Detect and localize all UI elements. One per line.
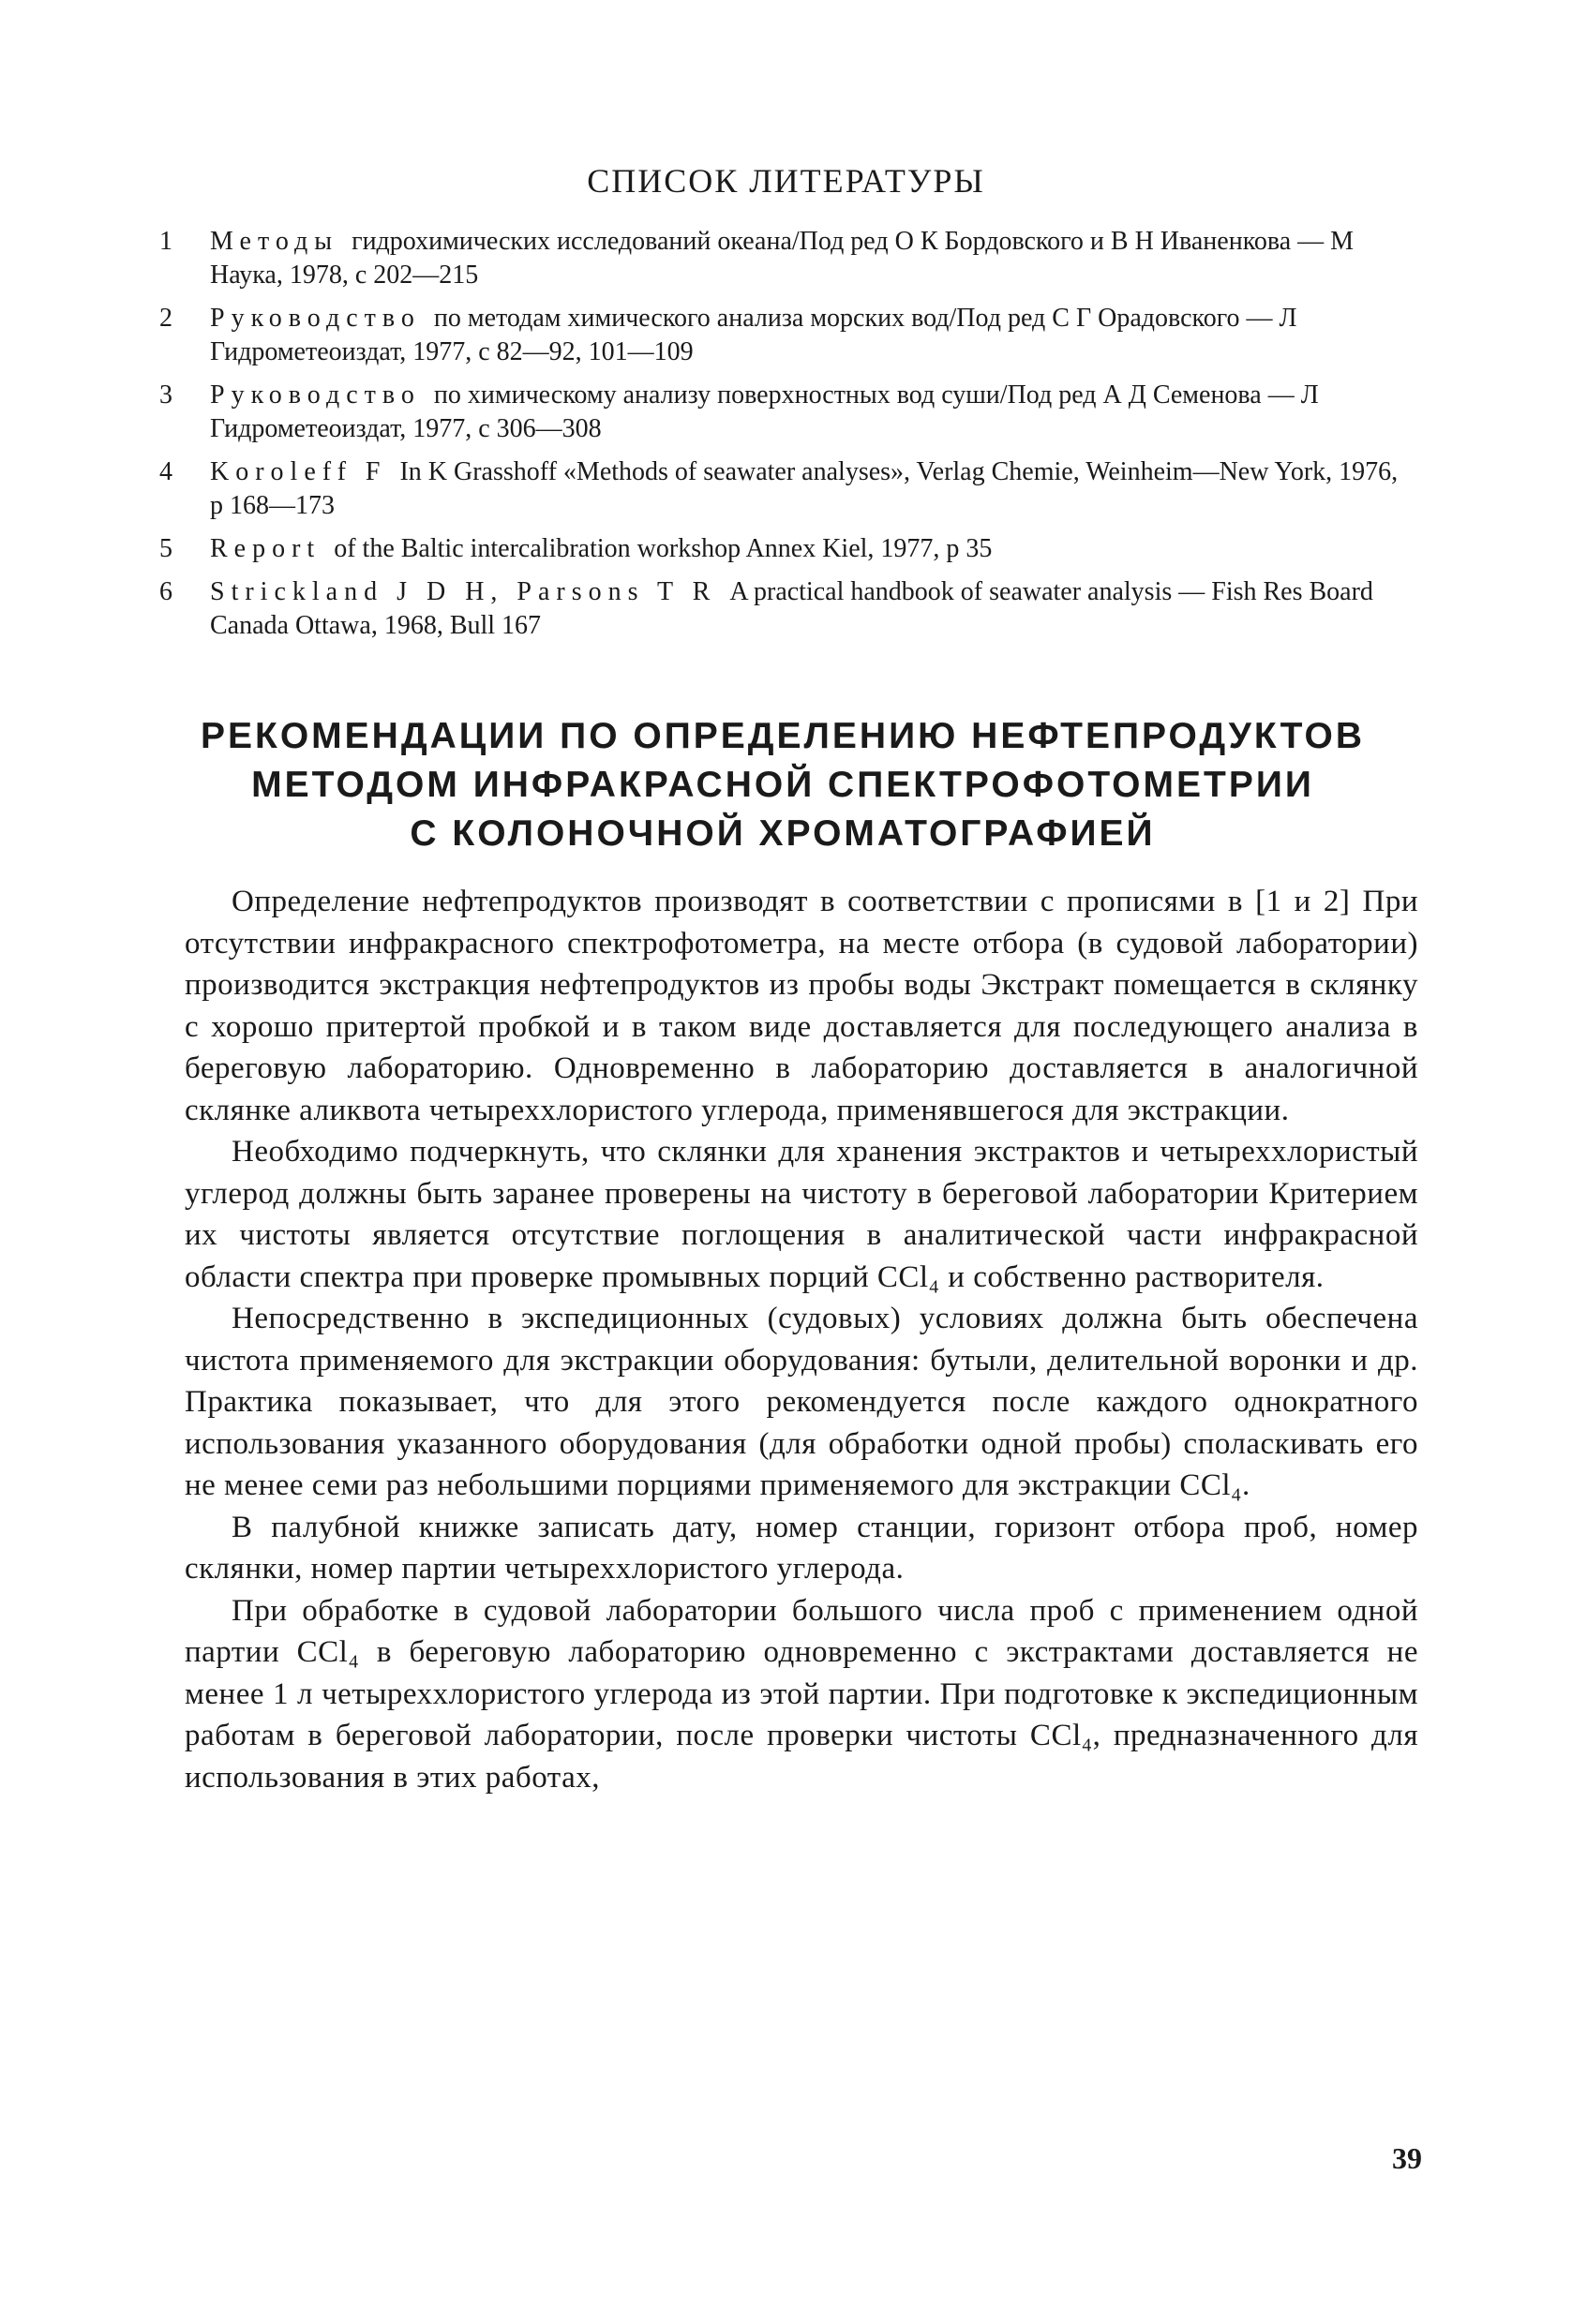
reference-item [159, 302, 1415, 369]
reference-text: In K Grasshoff «Methods of seawater analyses», Verlag Chemie, Weinheim—New York, 1976, p 168—173 [210, 457, 1399, 520]
references-title: СПИСОК ЛИТЕРАТУРЫ [587, 162, 985, 200]
reference-number: 5 [159, 534, 172, 563]
reference-number: 1 [159, 227, 172, 256]
paragraph: Определение нефтепродуктов производят в соответствии с прописями в [1 и 2] При отсутствии инфракрасного спектрофотометра, на месте отбора (в судовой лаборатории) производится экстракция нефтепродуктов из пробы воды Экстракт помещается в склянку с хорошо притертой пробкой и в таком виде доставляется для последующего анализа в береговую лабораторию. Одновременно в лабораторию доставляется в аналогичной склянке аликвота четыреххлористого углерода, применявшегося для экстракции. [185, 885, 1418, 1127]
reference-item [159, 532, 1415, 566]
paragraph: Непосредственно в экспедиционных (судовых) условиях должна быть обеспечена чистота применяемого для экстракции оборудования: бутыли, делительной воронки и др. Практика показывает, что для этого рекомендуется после каждого однократного использования указанного оборудования (для обработки одной пробы) споласкивать его не менее семи раз небольшими порциями применяемого для экстракции CCl₄. [185, 1302, 1418, 1502]
reference-number: 6 [159, 577, 172, 606]
reference-author: Методы [210, 227, 352, 256]
reference-item [159, 379, 1415, 446]
reference-author: Руководство [210, 380, 434, 410]
reference-author: Strickland J D H, Parsons T R [210, 577, 730, 606]
section-title-line: МЕТОДОМ ИНФРАКРАСНОЙ СПЕКТРОФОТОМЕТРИИ [251, 765, 1314, 805]
reference-item [159, 225, 1415, 292]
reference-text: A practical handbook of seawater analysis — Fish Res Board Canada Ottawa, 1968, Bull 167 [210, 577, 1373, 640]
paragraph: При обработке в судовой лаборатории большого числа проб с применением одной партии CCl₄ в береговую лабораторию одновременно с экстрактами доставляется не менее 1 л четыреххлористого углерода из этой партии. При подготовке к экспедиционным работам в береговой лаборатории, после проверки чистоты CCl₄, предназначенного для использования в этих работах, [185, 1593, 1418, 1795]
section-title [141, 712, 1425, 858]
reference-text: по методам химического анализа морских вод/Под ред С Г Орадовского — Л Гидрометеоиздат, 1977, с 82—92, 101—109 [210, 304, 1297, 366]
reference-text: гидрохимических исследований океана/Под ред О К Бордовского и В Н Иваненкова — М Наука, 1978, с 202—215 [210, 227, 1355, 290]
paragraph: В палубной книжке записать дату, номер станции, горизонт отбора проб, номер склянки, номер партии четыреххлористого углерода. [185, 1510, 1418, 1586]
reference-item [159, 455, 1415, 523]
reference-number: 2 [159, 304, 172, 333]
paragraph: Необходимо подчеркнуть, что склянки для хранения экстрактов и четыреххлористый углерод должны быть заранее проверены на чистоту в береговой лаборатории Критерием их чистоты является отсутствие поглощения в аналитической части инфракрасной области спектра при проверке промывных порций CCl₄ и собственно растворителя. [185, 1135, 1418, 1294]
page-number: 39 [1392, 2141, 1422, 2175]
reference-number: 4 [159, 457, 172, 486]
reference-text: по химическому анализу поверхностных вод суши/Под ред А Д Семенова — Л Гидрометеоиздат, 1977, с 306—308 [210, 380, 1319, 443]
reference-author: Koroleff F [210, 457, 400, 486]
reference-text: of the Baltic intercalibration workshop Annex Kiel, 1977, p 35 [334, 534, 993, 563]
reference-number: 3 [159, 380, 172, 410]
section-title-line: С КОЛОНОЧНОЙ ХРОМАТОГРАФИЕЙ [410, 813, 1156, 854]
reference-item [159, 575, 1415, 643]
reference-author: Руководство [210, 304, 434, 333]
section-title-line: РЕКОМЕНДАЦИИ ПО ОПРЕДЕЛЕНИЮ НЕФТЕПРОДУКТОВ [201, 716, 1365, 756]
body-text [185, 881, 1418, 1798]
references-list [159, 225, 1415, 652]
reference-author: Report [210, 534, 335, 563]
